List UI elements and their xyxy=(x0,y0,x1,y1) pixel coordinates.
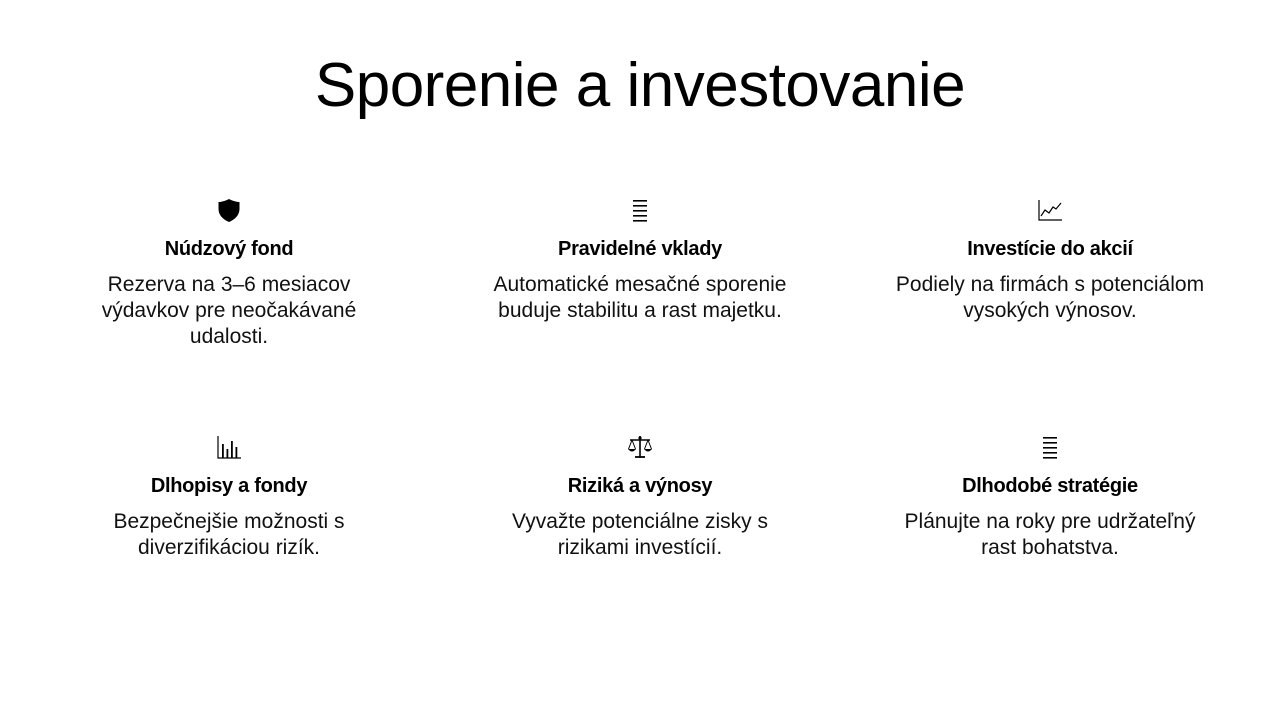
list-icon xyxy=(626,196,654,224)
card-description: Automatické mesačné sporenie buduje stabilitu a rast majetku. xyxy=(493,273,787,322)
page-title: Sporenie a investovanie xyxy=(314,51,966,120)
card-heading: Pravidelné vklady xyxy=(558,238,722,260)
card-heading: Núdzový fond xyxy=(164,238,294,260)
card-heading: Dlhodobé stratégie xyxy=(962,475,1138,497)
card-description: Rezerva na 3–6 mesiacov výdavkov pre neočakávané udalosti. xyxy=(101,273,357,348)
card-stock-investments xyxy=(885,196,1215,324)
card-risks-returns xyxy=(475,433,805,561)
card-heading: Dlhopisy a fondy xyxy=(150,475,308,497)
card-description: Bezpečnejšie možnosti s diverzifikáciou rizík. xyxy=(113,510,345,559)
card-description: Vyvažte potenciálne zisky s rizikami investícií. xyxy=(511,510,768,559)
line-chart-icon xyxy=(1036,196,1064,224)
balance-scale-icon xyxy=(626,433,654,461)
card-emergency-fund xyxy=(64,196,394,350)
card-heading: Riziká a výnosy xyxy=(567,475,713,497)
list-icon xyxy=(1036,433,1064,461)
card-regular-deposits xyxy=(475,196,805,324)
card-heading: Investície do akcií xyxy=(967,238,1133,260)
card-long-term-strategies xyxy=(885,433,1215,561)
bar-chart-icon xyxy=(215,433,243,461)
card-description: Plánujte na roky pre udržateľný rast bohatstva. xyxy=(904,510,1196,559)
card-bonds-funds xyxy=(64,433,394,561)
card-description: Podiely na firmách s potenciálom vysokých výnosov. xyxy=(895,273,1205,322)
shield-icon xyxy=(215,196,243,224)
